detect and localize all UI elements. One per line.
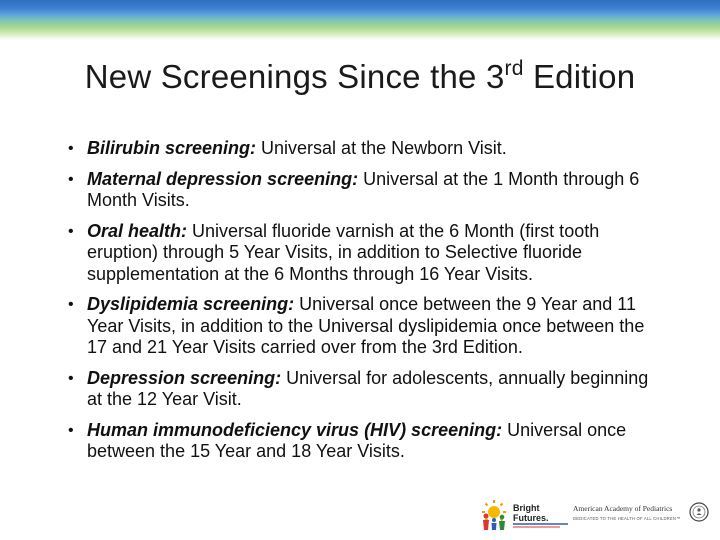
- bullet-term: Depression screening:: [87, 367, 282, 388]
- bullet-term: Human immunodeficiency virus (HIV) screening:: [87, 419, 503, 440]
- bullet-text: Universal fluoride varnish at the 6 Month (first tooth eruption) through 5 Year Visits, in addition to Selective fluoride supplementation at the 6 Months through 16 Year Visits.: [87, 220, 600, 284]
- title-end: Edition: [523, 58, 636, 95]
- bullet-dot: •: [68, 369, 74, 387]
- title-superscript: rd: [504, 57, 524, 80]
- bullet-term: Dyslipidemia screening:: [87, 294, 295, 314]
- bullet-text: Universal at the Newborn Visit.: [256, 138, 507, 158]
- bullet-dot: •: [68, 222, 74, 240]
- svg-text:Futures.: Futures.: [513, 513, 549, 523]
- bullet-term: Bilirubin screening:: [87, 138, 257, 158]
- bullet-item: [68, 420, 668, 463]
- aap-logo: [573, 502, 710, 532]
- bullet-dot: •: [68, 140, 74, 157]
- bullet-item: [68, 368, 668, 411]
- footer-logos: [480, 496, 710, 534]
- bright-futures-logo: [480, 496, 572, 532]
- header-gradient-band: [0, 0, 720, 40]
- aap-tagline: DEDICATED TO THE HEALTH OF ALL CHILDREN™: [573, 516, 681, 521]
- aap-name: American Academy of Pediatrics: [573, 504, 673, 513]
- bullet-item: [68, 221, 668, 286]
- slide-title: [0, 58, 720, 96]
- bullet-text: Universal once between the 15 Year and 18 Year Visits.: [87, 419, 627, 461]
- bullet-text: Universal for adolescents, annually beginning at the 12 Year Visit.: [87, 367, 649, 409]
- bullet-list: [68, 138, 668, 472]
- bullet-dot: •: [68, 296, 74, 313]
- bullet-term: Maternal depression screening:: [87, 168, 359, 189]
- title-main: New Screenings Since the 3: [84, 58, 505, 95]
- svg-text:Bright: Bright: [513, 503, 540, 513]
- bullet-dot: •: [68, 170, 74, 188]
- bullet-item: [68, 138, 668, 160]
- bullet-term: Oral health:: [87, 220, 188, 241]
- bullet-item: [68, 169, 668, 212]
- bullet-dot: •: [68, 421, 74, 439]
- bullet-item: [68, 294, 668, 359]
- bullet-text: Universal at the 1 Month through 6 Month Visits.: [87, 168, 640, 210]
- bullet-text: Universal once between the 9 Year and 11 Year Visits, in addition to the Universal dyslipidemia once between the 17 and 21 Year Visits carried over from the 3rd Edition.: [87, 294, 645, 357]
- aap-seal-icon: [689, 502, 709, 522]
